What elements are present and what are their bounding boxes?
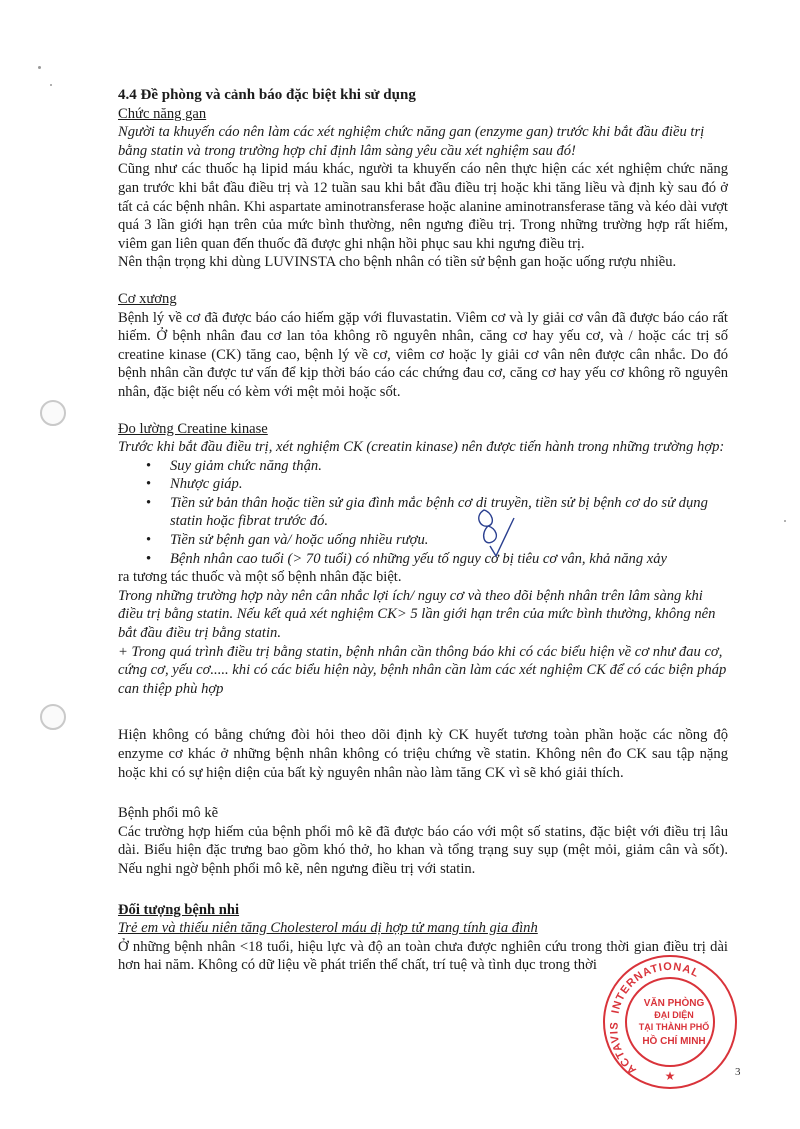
ck-intro: Trước khi bắt đầu điều trị, xét nghiệm CK (creatin kinase) nên được tiến hành trong những trường hợp: <box>118 439 725 456</box>
muscle-paragraph: Bệnh lý về cơ đã được báo cáo hiếm gặp với fluvastatin. Viêm cơ và ly giải cơ vân đã được báo cáo rất hiếm. Ở bệnh nhân đau cơ lan tỏa không rõ nguyên nhân, căng cơ hay yếu cơ, và / hoặc các trị số creatine kinase (CK) tăng cao, bệnh lý về cơ, viêm cơ hoặc ly giải cơ vân nên được cân nhắc. Do đó bệnh nhân cần được tư vấn để kịp thời báo cáo các chứng đau cơ, căng cơ hay yếu cơ không rõ nguyên nhân, đặc biệt nếu có kèm với mệt mỏi hoặc sốt. <box>118 309 728 400</box>
ck-paragraph: Hiện không có bằng chứng đòi hỏi theo dõi định kỳ CK huyết tương toàn phần hoặc các nồng độ enzyme cơ khác ở những bệnh nhân không có triệu chứng về statin. Không nên đo CK sau tập nặng hoặc khi có sự hiện diện của bất kỳ nguyên nhân nào làm tăng CK vì sẽ khó giải thích. <box>118 727 728 781</box>
binder-hole <box>40 400 66 426</box>
ck-heading: Đo lường Creatine kinase <box>118 420 268 437</box>
liver-paragraph-2: Nên thận trọng khi dùng LUVINSTA cho bệnh nhân có tiền sử bệnh gan hoặc uống rượu nhiều. <box>118 254 677 271</box>
liver-italic-note: Người ta khuyến cáo nên làm các xét nghiệm chức năng gan (enzyme gan) trước khi bắt đầu điều trị bằng statin và trong trường hợp chỉ định lâm sàng yêu cầu xét nghiệm sau đó! <box>118 124 705 159</box>
stamp-line: VĂN PHÒNG <box>643 998 705 1009</box>
ck-note-2: + Trong quá trình điều trị bằng statin, bệnh nhân cần thông báo khi có các biểu hiện về cơ như đau cơ, cứng cơ, yếu cơ..... khi có các biểu hiện này, bệnh nhân cần làm các xét nghiệm CK để có các biện pháp can thiệp phù hợp <box>118 643 727 697</box>
scan-speck <box>38 66 41 69</box>
handwritten-mark <box>466 502 526 562</box>
stamp-left-text: ACTAVIS <box>608 1020 639 1077</box>
pediatric-subheading: Trẻ em và thiếu niên tăng Cholesterol máu dị hợp tử mang tính gia đình <box>118 920 538 937</box>
scan-speck <box>784 520 786 522</box>
ck-bullet-list <box>118 457 728 550</box>
muscle-heading: Cơ xương <box>118 290 177 307</box>
star-icon: ★ <box>664 1069 676 1083</box>
page-number: 3 <box>735 1066 741 1078</box>
stamp-line: TẠI THÀNH PHỐ <box>638 1022 710 1032</box>
scan-speck <box>50 84 52 86</box>
stamp-line: ĐẠI DIỆN <box>654 1010 694 1020</box>
document-body <box>118 86 728 975</box>
ck-bullet-elderly-text: Bệnh nhân cao tuổi (> 70 tuổi) có những yếu tố nguy cơ bị tiêu cơ vân, khả năng xảy <box>170 550 668 567</box>
list-item: • Nhược giáp. <box>146 475 728 494</box>
list-item: • Suy giảm chức năng thận. <box>146 457 728 476</box>
stamp-line: HỒ CHÍ MINH <box>642 1036 706 1047</box>
lung-heading: Bệnh phổi mô kẽ <box>118 805 219 822</box>
binder-hole <box>40 704 66 730</box>
ck-bullet-continuation: ra tương tác thuốc và một số bệnh nhân đặc biệt. <box>118 569 402 586</box>
office-stamp <box>600 952 740 1092</box>
list-item: • Tiền sử bản thân hoặc tiền sử gia đình mắc bệnh cơ di truyền, tiền sử bị bệnh cơ do sử dụng statin hoặc fibrat trước đó. <box>146 494 728 531</box>
bullet-dot: • <box>146 550 152 567</box>
section-heading: 4.4 Đề phòng và cảnh báo đặc biệt khi sử dụng <box>118 87 416 103</box>
pediatric-heading: Đối tượng bệnh nhi <box>118 901 240 918</box>
ck-note: Trong những trường hợp này nên cân nhắc lợi ích/ nguy cơ và theo dõi bệnh nhân trên lâm sàng khi điều trị bằng statin. Nếu kết quả xét nghiệm CK> 5 lần giới hạn trên của mức bình thường, không nên bắt đầu điều trị bằng statin. <box>118 587 716 642</box>
liver-paragraph: Cũng như các thuốc hạ lipid máu khác, người ta khuyến cáo nên thực hiện các xét nghiệm chức năng gan trước khi bắt đầu điều trị và 12 tuần sau khi bắt đầu điều trị hoặc khi tăng liều và định kỳ sau đó ở tất cả các bệnh nhân. Khi aspartate aminotransferase hoặc alanine aminotransferase tăng và kéo dài vượt quá 3 lần giới hạn trên của mức bình thường, nên ngưng điều trị. Trong những trường hợp rất hiếm, viêm gan liên quan đến thuốc đã được ghi nhận hồi phục sau khi ngưng điều trị. <box>118 161 728 252</box>
stamp-ring-text: INTERNATIONAL <box>609 960 702 1015</box>
pediatric-paragraph: Ở những bệnh nhân <18 tuổi, hiệu lực và độ an toàn chưa được nghiên cứu trong thời gian điều trị dài hơn hai năm. Không có dữ liệu về phát triển thể chất, trí tuệ và tình dục trong thời <box>118 938 728 974</box>
liver-heading: Chức năng gan <box>118 105 207 122</box>
lung-paragraph: Các trường hợp hiếm của bệnh phổi mô kẽ đã được báo cáo với một số statins, đặc biệt với điều trị lâu dài. Biểu hiện đặc trưng bao gồm khó thở, ho khan và tổng trạng suy sụp (mệt mỏi, giảm cân và sốt). Nếu nghi ngờ bệnh phổi mô kẽ, nên ngưng điều trị với statin. <box>118 823 728 877</box>
list-item: • Tiền sử bệnh gan và/ hoặc uống nhiều rượu. <box>146 531 728 550</box>
ck-bullet-elderly <box>118 550 728 569</box>
